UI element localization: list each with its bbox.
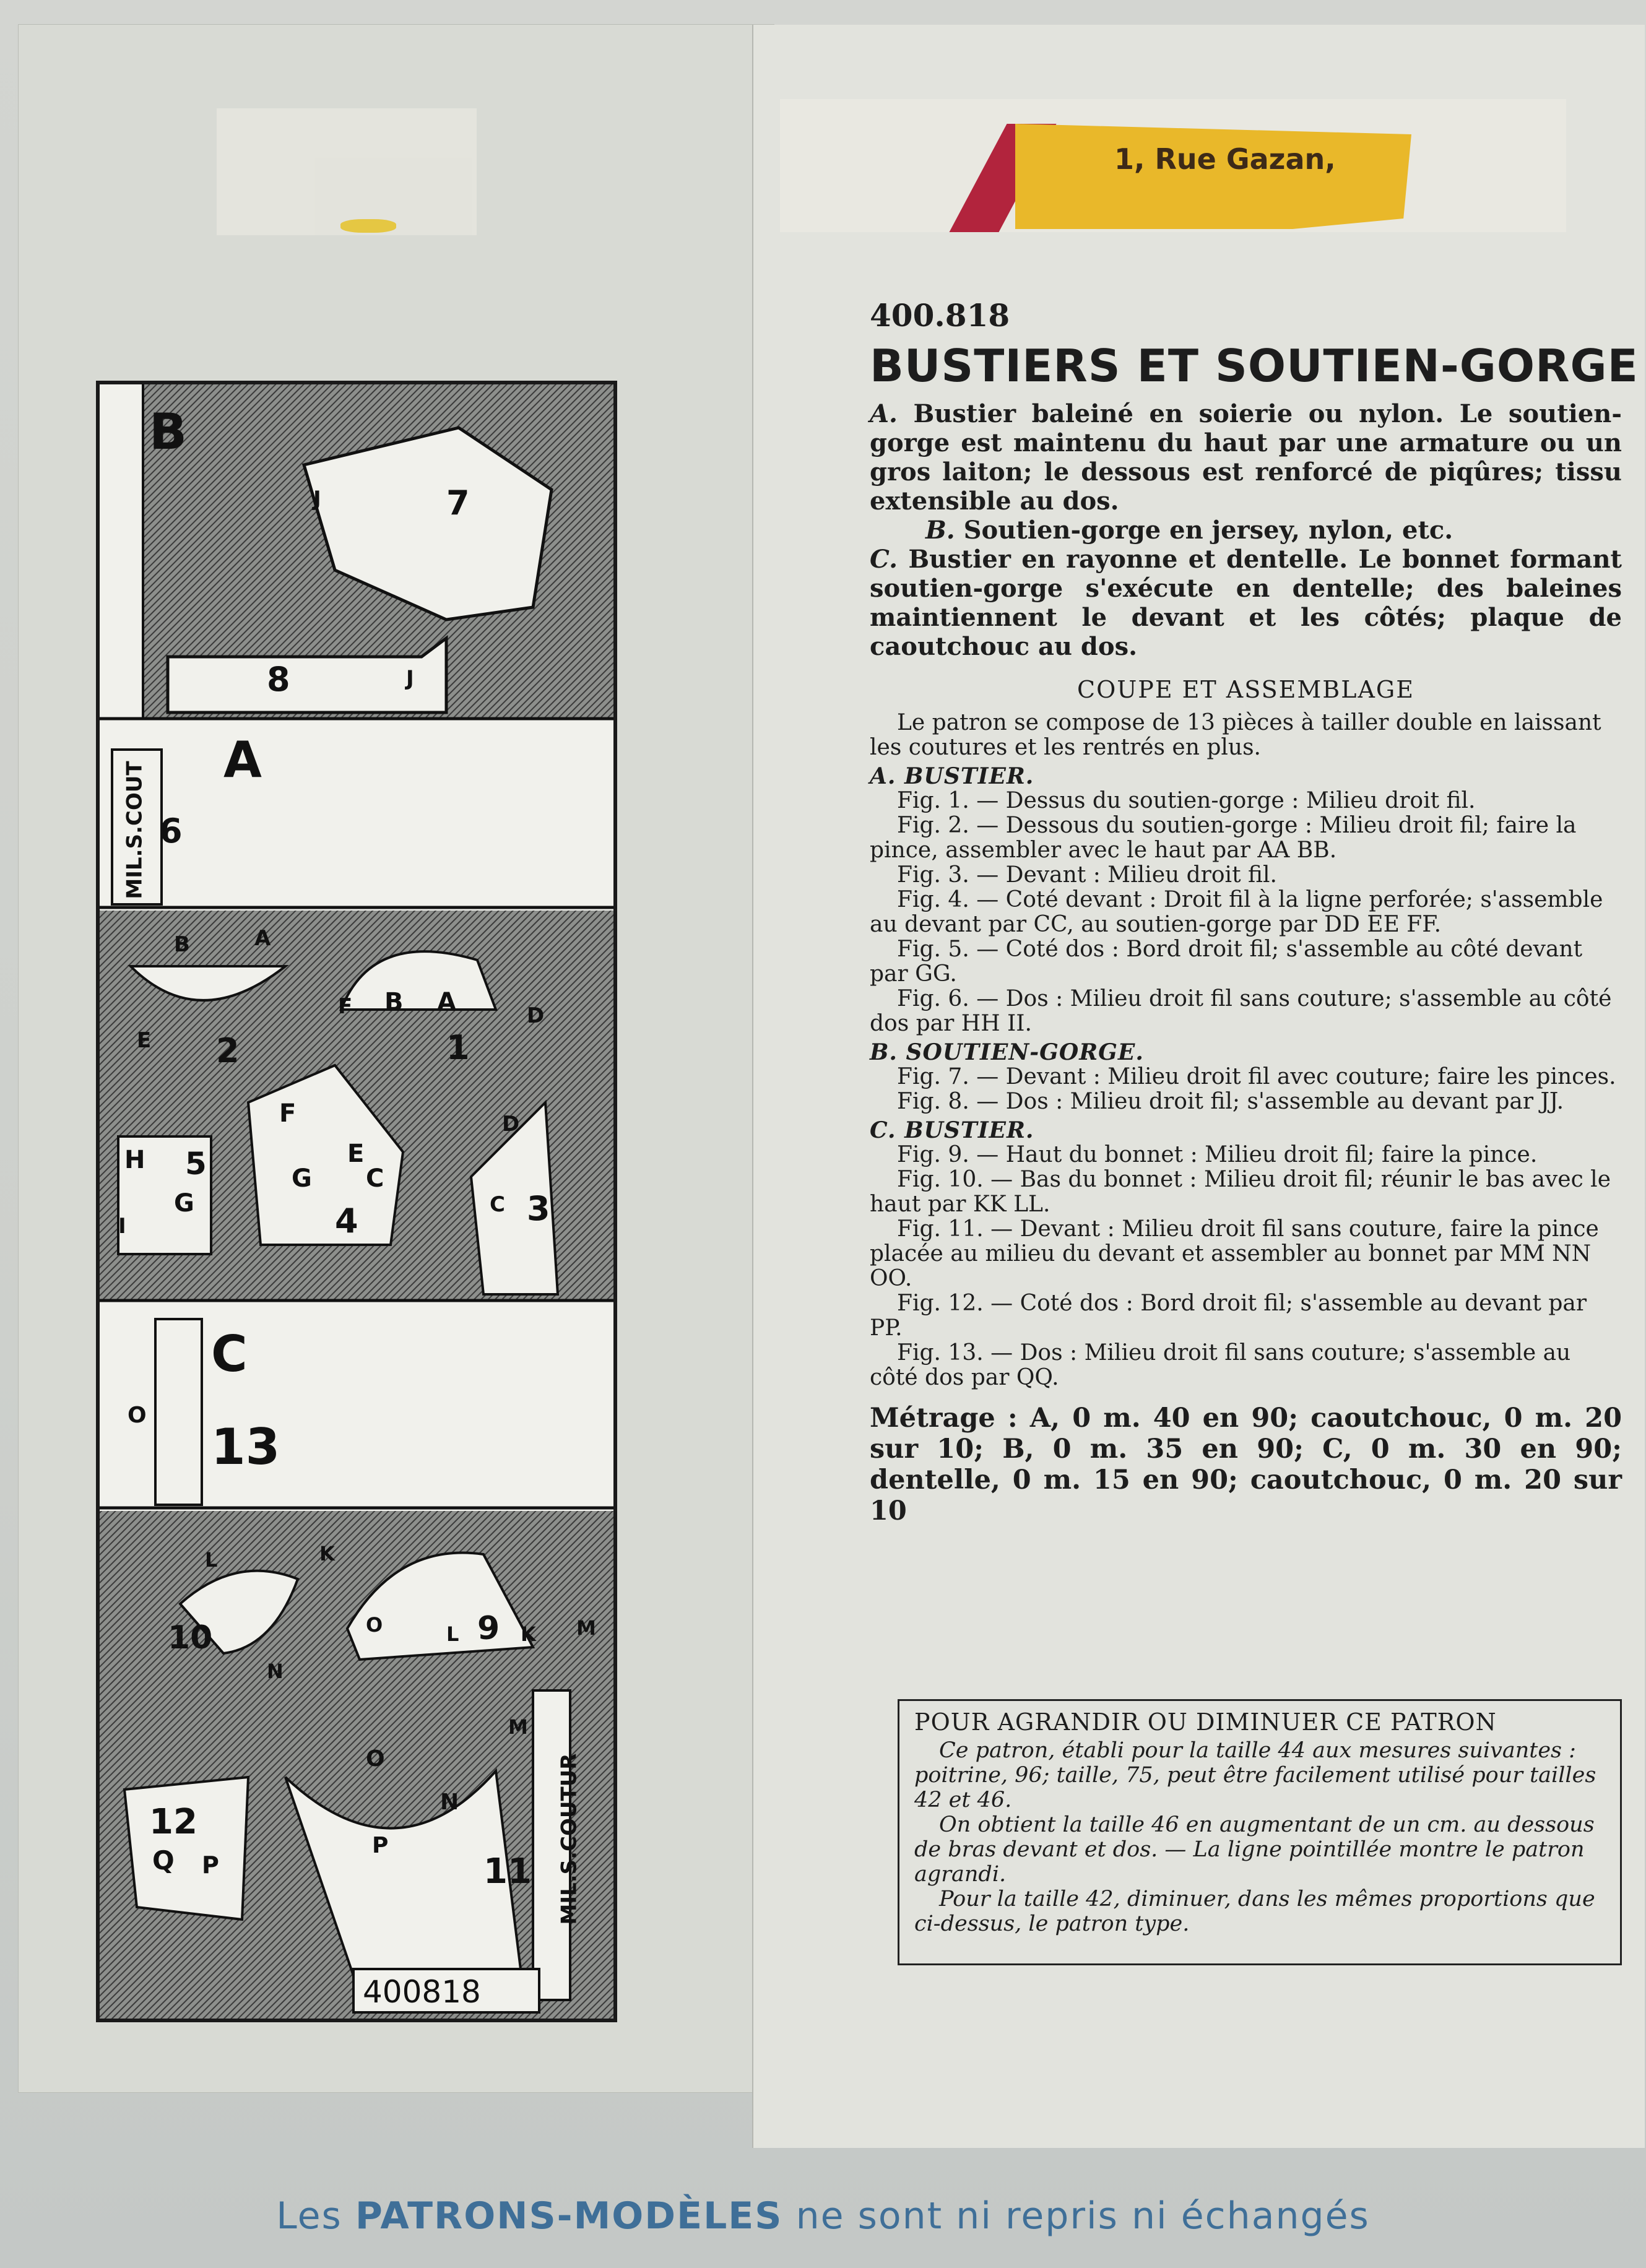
footer-notice <box>0 2194 1646 2238</box>
resize-heading: POUR AGRANDIR OU DIMINUER CE PATRON <box>914 1708 1497 1736</box>
piece-13: 13 <box>211 1418 280 1476</box>
fig-6: Fig. 6. — Dos : Milieu droit fil sans couture; s'assemble au côté dos par HH II. <box>870 986 1612 1036</box>
notch-m-1: M <box>576 1616 596 1640</box>
piece-1: 1 <box>446 1028 470 1067</box>
notch-h: H <box>124 1146 145 1174</box>
notch-f-1: F <box>338 994 353 1019</box>
piece-4: 4 <box>335 1201 358 1240</box>
notch-o-1: O <box>128 1403 147 1428</box>
notch-d-2: D <box>502 1112 520 1136</box>
piece-3: 3 <box>527 1189 550 1228</box>
section-heading-b: B. SOUTIEN-GORGE. <box>870 1039 1144 1065</box>
notch-j-2: J <box>406 666 414 691</box>
piece-8: 8 <box>267 660 290 699</box>
resize-paragraph-3: Pour la taille 42, diminuer, dans les mêmes proportions que ci-dessus, le patron type. <box>914 1887 1595 1936</box>
fold-label-a: MIL.S.COUT <box>122 761 147 899</box>
footer-prefix: Les <box>276 2194 342 2238</box>
notch-j-1: J <box>313 487 321 511</box>
notch-e-1: E <box>137 1028 152 1053</box>
resize-instructions-box <box>898 1699 1622 1965</box>
fig-3: Fig. 3. — Devant : Milieu droit fil. <box>897 862 1277 888</box>
fig-9: Fig. 9. — Haut du bonnet : Milieu droit fil; faire la pince. <box>897 1142 1538 1167</box>
fig-10: Fig. 10. — Bas du bonnet : Milieu droit fil; réunir le bas avec le haut par KK LL. <box>870 1167 1611 1217</box>
notch-p-1: P <box>202 1851 219 1879</box>
address-label <box>780 99 1566 232</box>
notch-i: I <box>118 1214 126 1239</box>
fold-label-c: MIL.S.COUTUR <box>557 1753 582 1925</box>
notch-b-2: B <box>384 988 404 1016</box>
notch-a-2: A <box>437 988 456 1016</box>
footer-suffix: ne sont ni repris ni échangés <box>795 2194 1370 2238</box>
notch-d-1: D <box>527 1003 545 1028</box>
instructions-column <box>870 297 1639 1526</box>
piece-6: 6 <box>159 812 183 850</box>
piece-12: 12 <box>149 1802 197 1842</box>
pattern-layout-diagram <box>96 381 617 2022</box>
notch-l-1: L <box>205 1548 218 1572</box>
intro-b: B. Soutien-gorge en jersey, nylon, etc. <box>925 516 1453 545</box>
resize-paragraph-2: On obtient la taille 46 en augmentant de un cm. au dessous de bras devant et dos. — La ligne pointillée montre le patron agrandi. <box>914 1812 1595 1887</box>
notch-e-2: E <box>347 1140 365 1168</box>
notch-a-1: A <box>254 926 271 951</box>
fig-8: Fig. 8. — Dos : Milieu droit fil; s'assemble au devant par JJ. <box>897 1089 1564 1114</box>
notch-c-2: C <box>490 1192 505 1217</box>
piece-9: 9 <box>477 1610 500 1647</box>
fig-1: Fig. 1. — Dessus du soutien-gorge : Milieu droit fil. <box>897 788 1476 813</box>
metrage: Métrage : A, 0 m. 40 en 90; caoutchouc, 0 m. 20 sur 10; B, 0 m. 35 en 90; C, 0 m. 30 en 90; dentelle, 0 m. 15 en 90; caoutchouc, 0 m. 20 sur 10 <box>870 1403 1622 1526</box>
piece-10: 10 <box>168 1619 213 1656</box>
coupe-heading: COUPE ET ASSEMBLAGE <box>1077 676 1414 703</box>
label-yellow-band <box>1015 124 1411 229</box>
fig-5: Fig. 5. — Coté dos : Bord droit fil; s'assemble au côté devant par GG. <box>870 937 1583 987</box>
fig-12: Fig. 12. — Coté dos : Bord droit fil; s'assemble au devant par PP. <box>870 1291 1587 1341</box>
left-tape <box>217 108 477 235</box>
intro-c: C. Bustier en rayonne et dentelle. Le bonnet formant soutien-gorge s'exécute en dentelle; des baleines maintiennent le devant et les côtés; plaque de caoutchouc au dos. <box>870 545 1622 661</box>
piece-11: 11 <box>483 1851 532 1892</box>
notch-o-2: O <box>366 1613 383 1637</box>
tape-stain <box>340 219 396 233</box>
notch-n-1: N <box>267 1660 284 1683</box>
pattern-title: BUSTIERS ET SOUTIEN-GORGE <box>870 340 1639 392</box>
fig-2: Fig. 2. — Dessous du soutien-gorge : Milieu droit fil; faire la pince, assembler avec le haut par AA BB. <box>870 813 1577 863</box>
coupe-intro: Le patron se compose de 13 pièces à tailler double en laissant les coutures et les rentrés en plus. <box>870 710 1601 760</box>
pattern-description <box>870 399 1622 661</box>
address-text: 1, Rue Gazan, <box>1114 142 1336 176</box>
notch-m-2: M <box>508 1715 528 1739</box>
notch-k-2: K <box>521 1622 536 1646</box>
section-label-a: A <box>223 731 262 789</box>
resize-paragraph-1: Ce patron, établi pour la taille 44 aux mesures suivantes : poitrine, 96; taille, 75, peut être facilement utilisé pour tailles 42 et 46. <box>914 1738 1596 1812</box>
notch-k-1: K <box>319 1542 335 1565</box>
pattern-number: 400.818 <box>870 297 1010 334</box>
notch-g-1: G <box>174 1189 194 1218</box>
fig-4: Fig. 4. — Coté devant : Droit fil à la ligne perforée; s'assemble au devant par CC, au soutien-gorge par DD EE FF. <box>870 887 1603 937</box>
section-label-b: B <box>149 403 187 461</box>
intro-a: A. Bustier baleiné en soierie ou nylon. Le soutien-gorge est maintenu du haut par une armature ou un gros laiton; le dessous est renforcé de piqûres; tissu extensible au dos. <box>870 399 1622 516</box>
notch-b-1: B <box>174 932 190 957</box>
section-heading-c: C. BUSTIER. <box>870 1117 1034 1143</box>
piece-7: 7 <box>446 483 470 522</box>
fig-13: Fig. 13. — Dos : Milieu droit fil sans couture; s'assemble au côté dos par QQ. <box>870 1340 1571 1390</box>
notch-n-2: N <box>440 1790 459 1815</box>
footer-brand: PATRONS-MODÈLES <box>355 2194 783 2238</box>
notch-f-2: F <box>279 1099 297 1128</box>
fig-11: Fig. 11. — Devant : Milieu droit fil sans couture, faire la pince placée au milieu du devant et assembler au bonnet par MM NN OO. <box>870 1216 1599 1291</box>
section-heading-a: A. BUSTIER. <box>870 763 1034 789</box>
fig-7: Fig. 7. — Devant : Milieu droit fil avec couture; faire les pinces. <box>897 1064 1616 1089</box>
piece-5: 5 <box>185 1146 207 1182</box>
notch-g-2: G <box>292 1164 312 1193</box>
notch-q: Q <box>152 1845 175 1876</box>
section-label-c: C <box>211 1325 248 1383</box>
notch-o-3: O <box>366 1746 385 1772</box>
notch-l-2: L <box>446 1622 459 1646</box>
notch-p-2: P <box>372 1833 389 1858</box>
piece-2: 2 <box>216 1031 240 1070</box>
notch-c-1: C <box>366 1164 384 1193</box>
coupe-body <box>870 711 1622 1390</box>
pattern-stamp: 400818 <box>363 1974 481 2010</box>
